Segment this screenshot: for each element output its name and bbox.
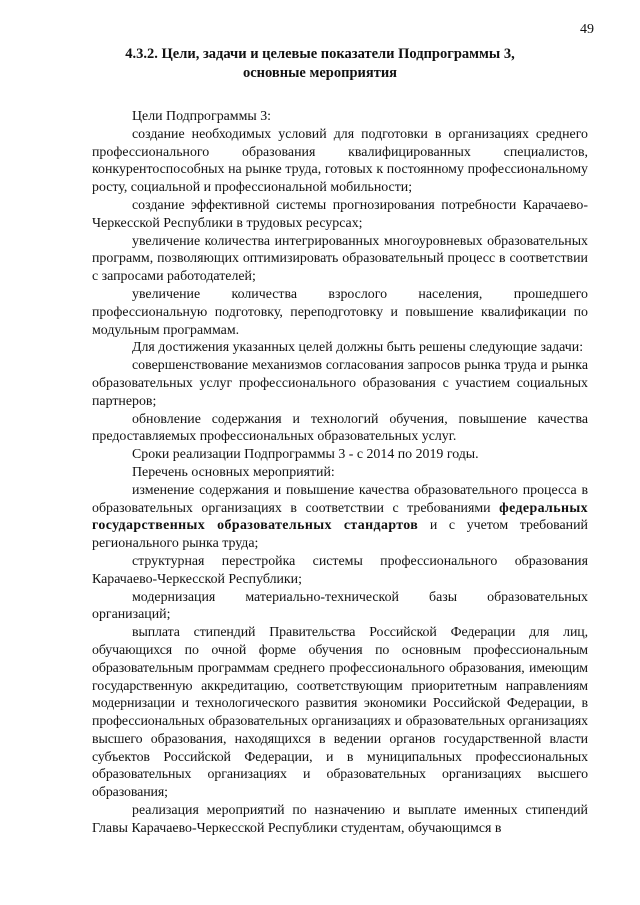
paragraph-goal-1: создание необходимых условий для подготовки в организациях среднего профессионального образования квалифицированных специалистов, конкурентоспособных на рынке труда, готовых к постоянному профессиональному росту, социальной и профессиональной мобильности; bbox=[92, 126, 588, 196]
section-heading-line-1: 4.3.2. Цели, задачи и целевые показатели Подпрограммы 3, bbox=[125, 46, 515, 62]
section-heading-line-2: основные мероприятия bbox=[242, 65, 398, 81]
paragraph-goal-3: увеличение количества интегрированных многоуровневых образовательных программ, позволяющих оптимизировать образовательный процесс в соответствии с запросами работодателей; bbox=[92, 233, 588, 285]
paragraph-task-2: обновление содержания и технологий обучения, повышение качества предоставляемых профессиональных образовательных услуг. bbox=[92, 411, 588, 445]
paragraph-activity-modernization: модернизация материально-технической базы образовательных организаций; bbox=[92, 589, 588, 623]
paragraph-tasks-intro: Для достижения указанных целей должны быть решены следующие задачи: bbox=[132, 340, 584, 356]
section-heading bbox=[0, 45, 640, 83]
paragraph-activities-intro: Перечень основных мероприятий: bbox=[132, 464, 335, 480]
activity-standards-text-start: изменение содержания и повышение качества образовательного процесса в образовательных организациях в соответствии с требованиями bbox=[92, 482, 588, 516]
paragraph-task-1: совершенствование механизмов согласования запросов рынка труда и рынка образовательных услуг профессионального образования с участием социальных партнеров; bbox=[92, 358, 588, 409]
paragraph-activity-scholarships: выплата стипендий Правительства Российской Федерации для лиц, обучающихся по очной форме обучения по основным профессиональным образовательным программам среднего профессионального образования, имеющим государственную аккредитацию, соответствующим приоритетным направлениям модернизации и технологического развития экономики Российской Федерации, в профессиональных образовательных организациях и образовательных организациях высшего образования, находящихся в ведении органов государственной власти субъектов Российской Федерации, и в муниципальных профессиональных образовательных организациях и образовательных организациях высшего образования; bbox=[92, 625, 588, 801]
paragraph-goal-4: увеличение количества взрослого населения, прошедшего профессиональную подготовку, переподготовку и повышение квалификации по модульным программам. bbox=[92, 286, 588, 338]
activity-standards-text-end: и с учетом требований регионального рынка труда; bbox=[92, 518, 588, 552]
paragraph-activity-named-scholarships: реализация мероприятий по назначению и выплате именных стипендий Главы Карачаево-Черкесской Республики студентам, обучающимся в bbox=[92, 803, 588, 836]
document-body bbox=[92, 108, 588, 838]
paragraph-timeline: Сроки реализации Подпрограммы 3 - с 2014 по 2019 годы. bbox=[132, 447, 479, 463]
activity-standards-bold: федеральных государственных образовательных стандартов bbox=[92, 500, 588, 534]
paragraph-goal-2: создание эффективной системы прогнозирования потребности Карачаево-Черкесской Республики в трудовых ресурсах; bbox=[92, 197, 588, 231]
paragraph-goals-intro: Цели Подпрограммы 3: bbox=[132, 109, 272, 124]
paragraph-activity-standards bbox=[92, 482, 588, 553]
paragraph-activity-restructuring: структурная перестройка системы профессионального образования Карачаево-Черкесской Республики; bbox=[92, 553, 588, 587]
page-number: 49 bbox=[580, 22, 594, 37]
